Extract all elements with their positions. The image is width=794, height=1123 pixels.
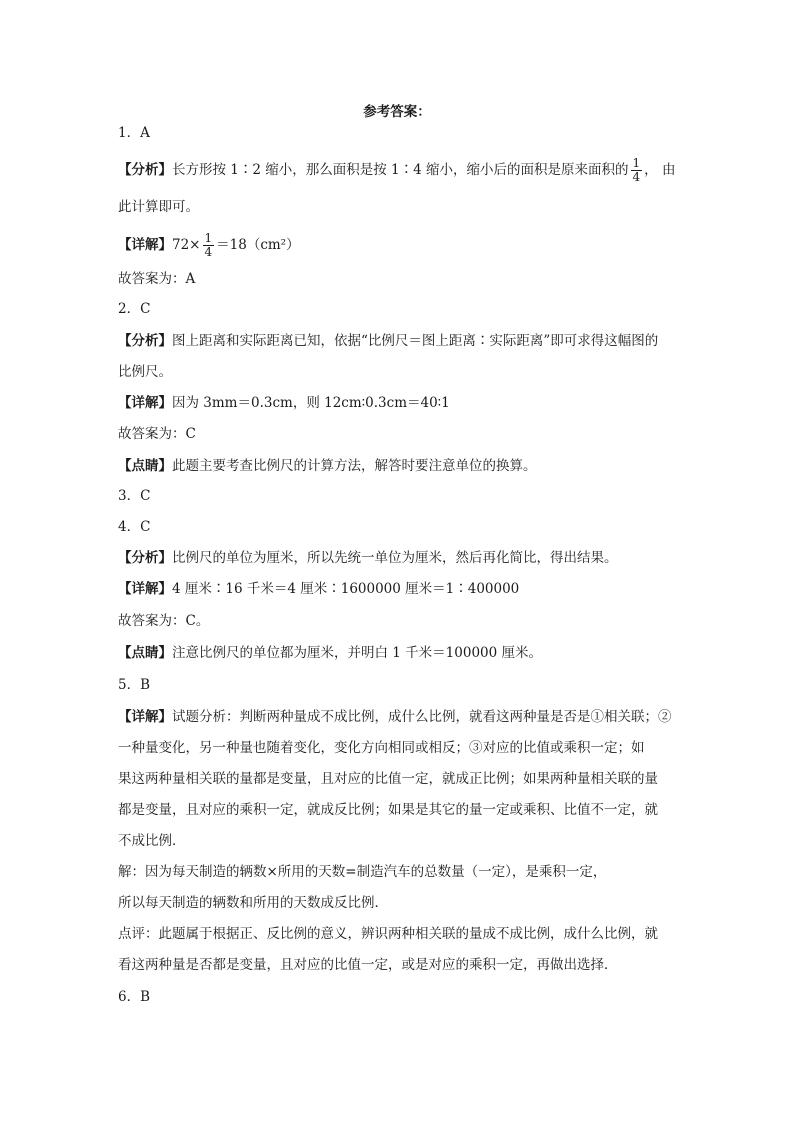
fraction-denominator: 4 (632, 170, 641, 184)
q1-analysis (118, 157, 675, 184)
page-title: 参考答案： (363, 104, 431, 120)
q5-review-line: 点评：此题属于根据正、反比例的意义，辨识两种相关联的量成不成比例，成什么比例，就 (118, 926, 658, 942)
fraction-denominator: 4 (204, 245, 213, 259)
q4-analysis (118, 548, 618, 568)
analysis-tag: 【分析】 (118, 550, 172, 566)
q1-detail (118, 232, 300, 259)
analysis-tag: 【分析】 (118, 162, 172, 178)
q5-answer: 5．B (118, 677, 151, 693)
detail-tag: 【详解】 (118, 237, 172, 253)
detail-tag: 【详解】 (118, 581, 172, 597)
q2-analysis-text: 图上距离和实际距离已知，依据“比例尺＝图上距离∶实际距离”即可求得这幅图的 (172, 333, 659, 349)
q2-analysis (118, 331, 658, 351)
fraction-one-quarter (631, 157, 643, 184)
q1-analysis-text-a: 长方形按 1∶2 缩小，那么面积是按 1∶4 缩小，缩小后的面积是原来面积的 (172, 162, 629, 178)
q1-analysis-line2: 此计算即可。 (118, 199, 199, 215)
q4-detail-text: 4 厘米∶16 千米＝4 厘米∶1600000 厘米＝1∶400000 (172, 581, 520, 597)
q1-detail-text-a: 72× (172, 237, 201, 253)
q4-analysis-text: 比例尺的单位为厘米，所以先统一单位为厘米，然后再化简比，得出结果。 (172, 550, 618, 566)
fraction-numerator: 1 (632, 156, 641, 170)
q2-detail (118, 393, 450, 413)
q5-solution-line: 解：因为每天制造的辆数×所用的天数=制造汽车的总数量（一定），是乘积一定， (118, 864, 607, 880)
q6-answer: 6．B (118, 989, 151, 1005)
q5-detail-text: 试题分析：判断两种量成不成比例，成什么比例，就看这两种量是否是①相关联；② (172, 709, 672, 725)
q1-detail-text-b: ＝18（cm²） (216, 237, 300, 253)
comment-tag: 【点睛】 (118, 458, 172, 474)
q4-comment (118, 643, 542, 663)
q4-answer: 4．C (118, 519, 151, 535)
detail-tag: 【详解】 (118, 395, 172, 411)
q3-answer: 3．C (118, 488, 151, 504)
q5-solution-line: 所以每天制造的辆数和所用的天数成反比例． (118, 895, 388, 911)
q4-conclusion: 故答案为：C。 (118, 613, 210, 629)
q4-detail (118, 579, 519, 599)
q1-answer: 1．A (118, 125, 150, 141)
q5-detail-line: 果这两种量相关联的量都是变量，且对应的比值一定，就成正比例；如果两种量相关联的量 (118, 771, 658, 787)
comment-tag: 【点睛】 (118, 645, 172, 661)
q2-conclusion: 故答案为：C (118, 426, 196, 442)
detail-tag: 【详解】 (118, 709, 172, 725)
q5-detail-line: 都是变量，且对应的乘积一定，就成反比例；如果是其它的量一定或乘积、比值不一定，就 (118, 802, 658, 818)
q5-review-line: 看这两种量是否都是变量，且对应的比值一定，或是对应的乘积一定，再做出选择． (118, 957, 618, 973)
q2-detail-text: 因为 3mm＝0.3cm，则 12cm∶0.3cm＝40∶1 (172, 395, 450, 411)
analysis-tag: 【分析】 (118, 333, 172, 349)
q5-detail-line: 一种量变化，另一种量也随着变化，变化方向相同或相反；③对应的比值或乘积一定；如 (118, 740, 645, 756)
q4-comment-text: 注意比例尺的单位都为厘米，并明白 1 千米＝100000 厘米。 (172, 645, 542, 661)
q2-answer: 2．C (118, 301, 151, 317)
q5-detail-line (118, 707, 672, 727)
q5-detail-line: 不成比例． (118, 833, 186, 849)
q1-conclusion: 故答案为：A (118, 271, 196, 287)
q1-analysis-text-b: ， 由 (644, 162, 676, 178)
q2-analysis-line2: 比例尺。 (118, 364, 172, 380)
fraction-numerator: 1 (204, 231, 213, 245)
q2-comment-text: 此题主要考查比例尺的计算方法，解答时要注意单位的换算。 (172, 458, 537, 474)
fraction-one-quarter (203, 232, 215, 259)
q2-comment (118, 456, 537, 476)
